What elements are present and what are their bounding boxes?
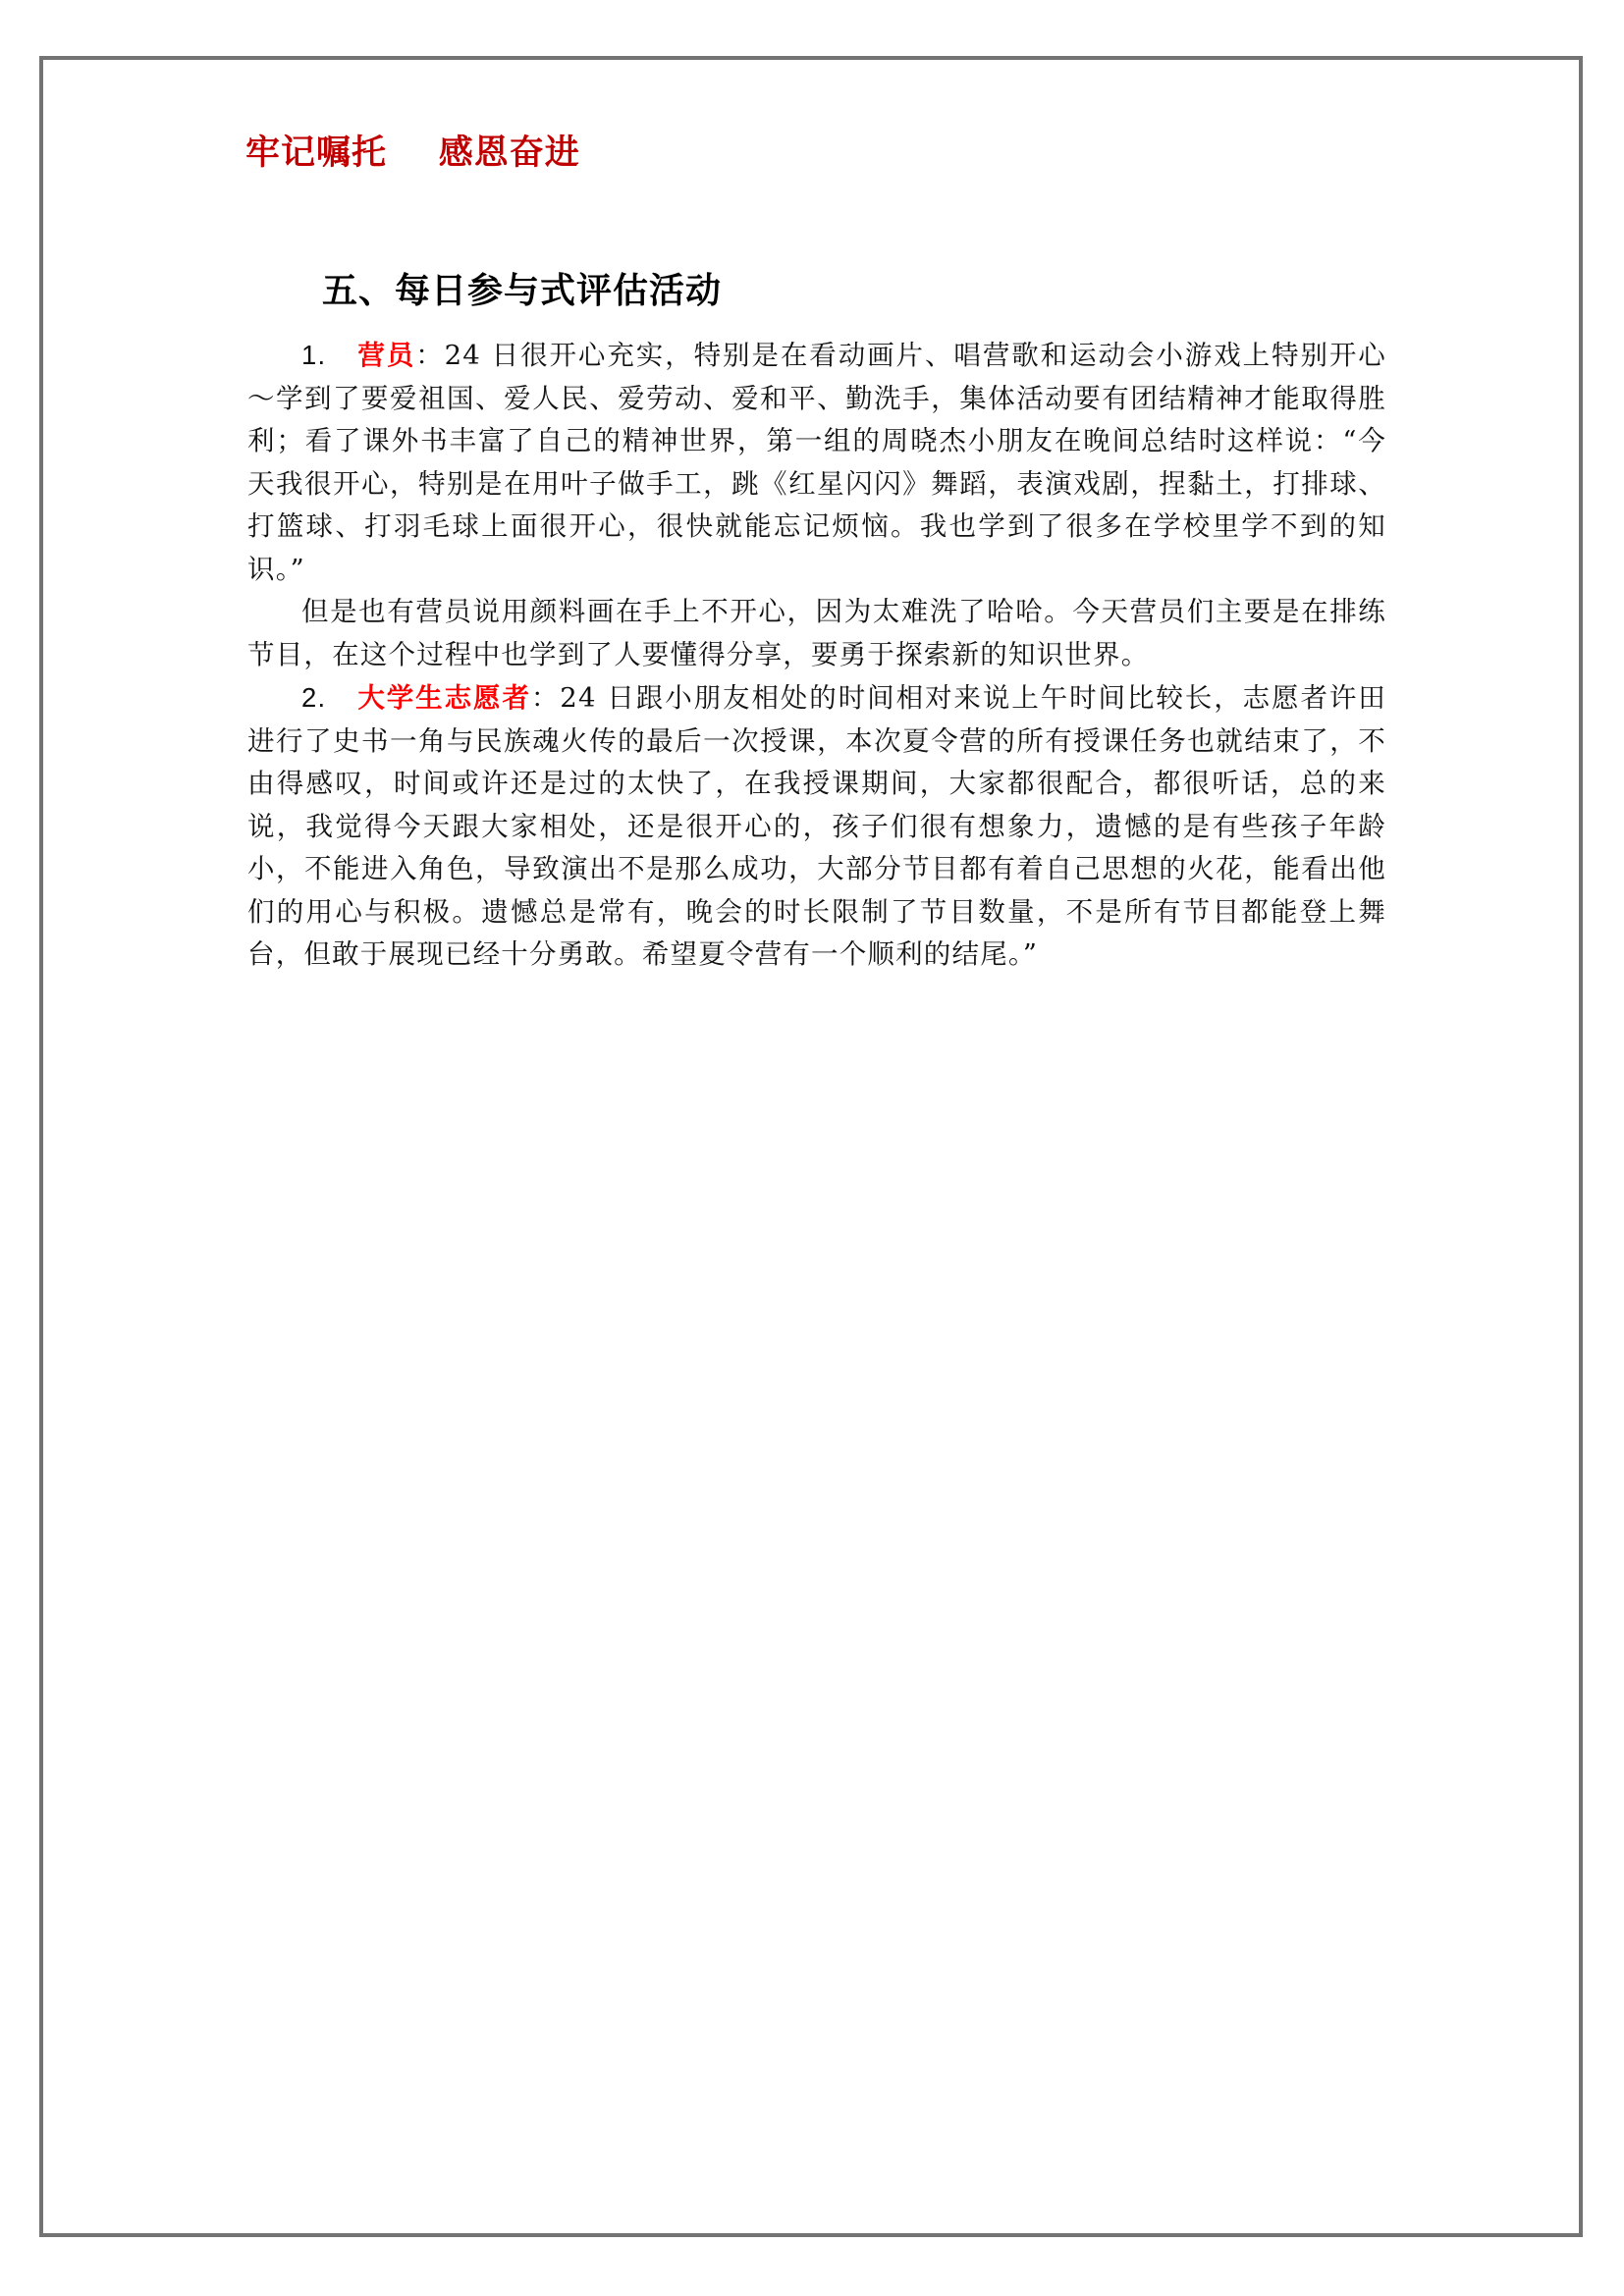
item-number: 2. [301,682,327,713]
item-label-campers: 营员 [357,340,416,371]
item-number: 1. [301,340,327,370]
item-text-volunteers: ：24 日跟小朋友相处的时间相对来说上午时间比较长，志愿者许田进行了史书一角与民族魂火传的最后一次授课，本次夏令营的所有授课任务也就结束了，不由得感叹，时间或许还是过的太快了，在我授课期间，大家都很配合，都很听话，总的来说，我觉得今天跟大家相处，还是很开心的，孩子们很有想象力，遗憾的是有些孩子年龄小，不能进入角色，导致演出不是那么成功，大部分节目都有着自己思想的火花，能看出他们的用心与积极。遗憾总是常有，晚会的时长限制了节目数量，不是所有节目都能登上舞台，但敢于展现已经十分勇敢。希望夏令营有一个顺利的结尾。” [247,682,1387,970]
item-text-campers: ：24 日很开心充实，特别是在看动画片、唱营歌和运动会小游戏上特别开心～学到了要爱祖国、爱人民、爱劳动、爱和平、勤洗手，集体活动要有团结精神才能取得胜利；看了课外书丰富了自己的精神世界，第一组的周晓杰小朋友在晚间总结时这样说：“今天我很开心，特别是在用叶子做手工，跳《红星闪闪》舞蹈，表演戏剧，捏黏土，打排球、打篮球、打羽毛球上面很开心，很快就能忘记烦恼。我也学到了很多在学校里学不到的知识。” [247,340,1386,585]
item-paragraph-volunteers [247,676,1386,977]
section-heading: 五、每日参与式评估活动 [322,271,723,311]
item-label-volunteers: 大学生志愿者 [357,682,531,714]
item-paragraph-campers-extra: 但是也有营员说用颜料画在手上不开心，因为太难洗了哈哈。今天营员们主要是在排练节目，在这个过程中也学到了人要懂得分享，要勇于探索新的知识世界。 [247,596,1386,670]
document-body [247,334,1386,977]
document-header-title: 牢记嘱托 感恩奋进 [245,133,580,173]
item-paragraph-campers [247,334,1386,591]
